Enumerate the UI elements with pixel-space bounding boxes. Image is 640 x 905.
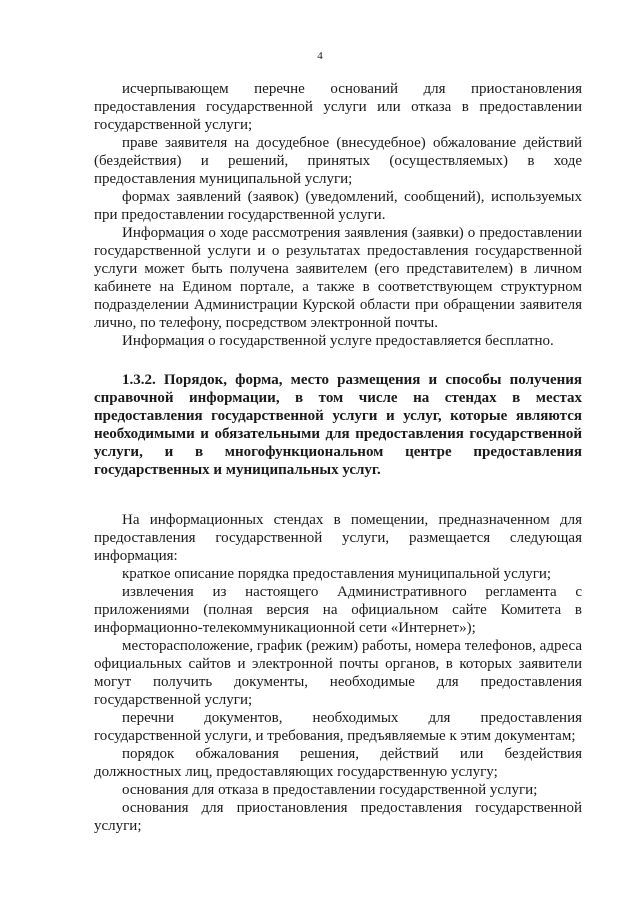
paragraph: порядок обжалования решения, действий или бездействия должностных лиц, предоставляющих государственную услугу; [94,746,582,780]
paragraph: Информация о государственной услуге предоставляется бесплатно. [122,333,554,349]
paragraph: формах заявлений (заявок) (уведомлений, сообщений), используемых при предоставлении государственной услуги. [94,189,582,223]
page-body [94,80,582,835]
paragraph: Информация о ходе рассмотрения заявления (заявки) о предоставлении государственной услуги и о результатах предоставления государственной услуги может быть получена заявителем (его представителем) в личном кабинете на Едином портале, а также в соответствующем структурном подразделении Администрации Курской области при обращении заявителя лично, по телефону, посредством электронной почты. [94,225,582,331]
spacer [94,479,582,511]
page-number: 4 [317,50,323,62]
paragraph: месторасположение, график (режим) работы, номера телефонов, адреса официальных сайтов и электронной почты органов, в которых заявители могут получить документы, необходимые для предоставления государственной услуги; [94,638,582,708]
paragraph: На информационных стендах в помещении, предназначенном для предоставления государственной услуги, размещается следующая информация: [94,512,582,564]
paragraph: извлечения из настоящего Административного регламента с приложениями (полная версия на официальном сайте Комитета в информационно-телекоммуникационной сети «Интернет»); [94,584,582,636]
paragraph: перечни документов, необходимых для предоставления государственной услуги, и требования, предъявляемые к этим документам; [94,710,582,744]
paragraph: праве заявителя на досудебное (внесудебное) обжалование действий (бездействия) и решений, принятых (осуществляемых) в ходе предоставления муниципальной услуги; [94,135,582,187]
paragraph: краткое описание порядка предоставления муниципальной услуги; [122,566,552,582]
spacer [94,350,582,371]
paragraph: основания для отказа в предоставлении государственной услуги; [122,782,538,798]
section-heading: 1.3.2. Порядок, форма, место размещения и способы получения справочной информации, в том числе на стендах в местах предоставления государственной услуги и услуг, которые являются необходимыми и обязательными для предоставления государственной услуги, и в многофункциональном центре предоставления государственных и муниципальных услуг. [94,372,582,478]
paragraph: исчерпывающем перечне оснований для приостановления предоставления государственной услуги или отказа в предоставлении государственной услуги; [94,81,582,133]
paragraph: основания для приостановления предоставления государственной услуги; [94,800,582,834]
